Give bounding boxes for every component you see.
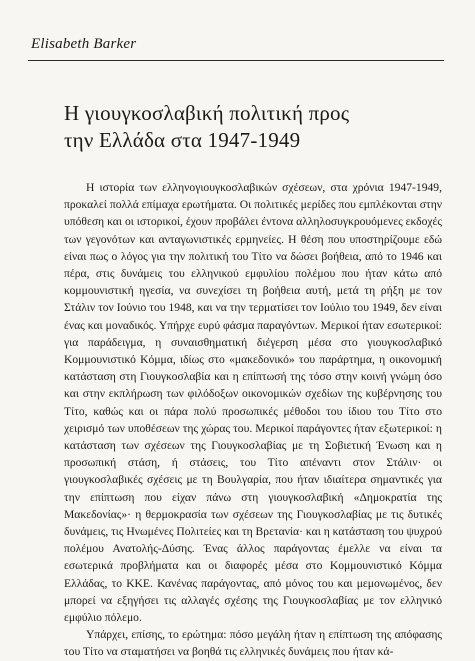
title-line-1: Η γιουγκοσλαβική πολιτική προς <box>64 101 350 125</box>
header-rule <box>28 60 444 61</box>
article-body <box>64 179 442 661</box>
title-line-2: την Ελλάδα στα 1947-1949 <box>64 128 301 152</box>
article-title <box>64 100 424 154</box>
author-name: Elisabeth Barker <box>31 36 137 52</box>
body-paragraph: Η ιστορία των ελληνογιουγκοσλαβικών σχέσεων, στα χρόνια 1947-1949, προκαλεί πολλά επίμαχα ερωτήματα. Οι πολιτικές μερίδες που εμπλέκονται στην υπόθεση και οι ιστορικοί, έχουν προβάλει έντονα αλληλοσυγκρουόμενες εκδοχές των γεγονότων και ανταγωνιστικές ερμηνείες. Η θέση που υποστηρίζουμε εδώ είναι πως ο λόγος για την πολιτική του Τίτο να δώσει βοήθεια, από το 1946 και πέρα, στις δυνάμεις του ελληνικού εμφυλίου πολέμου που ήταν κάτω από κομμουνιστική ηγεσία, να συνεχίσει τη βοήθεια αυτή, μετά τη ρήξη με τον Στάλιν τον Ιούνιο του 1948, και να την τερματίσει τον Ιούλιο του 1949, δεν είναι ένας και μοναδικός. Υπήρχε ευρύ φάσμα παραγόντων. Μερικοί ήταν εσωτερικοί: για παράδειγμα, η συναισθηματική διέγερση μέσα στο γιουγκοσλαβικό Κομμουνιστικό Κόμμα, ιδίως στο «μακεδονικό» του παράρτημα, η οικονομική κατάσταση στη Γιουγκοσλαβία και η επίπτωσή της τόσο στην κοινή γνώμη όσο και στην εκπλήρωση των φιλόδοξων οικονομικών σχεδίων της κυβέρνησης του Τίτο, καθώς και οι πάρα πολύ προσωπικές μέθοδοι του ίδιου του Τίτο στο χειρισμό των υποθέσεων της χώρας του. Μερικοί παράγοντες ήταν εξωτερικοί: η κατάσταση των σχέσεων της Γιουγκοσλαβίας με τη Σοβιετική Ένωση και η προσωπική στάση, ή στάσεις, του Τίτο απέναντι στον Στάλιν· οι γιουγκοσλαβικές σχέσεις με τη Βουλγαρία, που ήταν ιδιαίτερα σημαντικές για την επίπτωση που είχαν πάνω στη γιουγκοσλαβική «Δημοκρατία της Μακεδονίας»· η θερμοκρασία των σχέσεων της Γιουγκοσλαβίας με τις δυτικές δυνάμεις, τις Ηνωμένες Πολιτείες και τη Βρετανία· και η κατάσταση του ψυχρού πολέμου Ανατολής-Δύσης. Ένας άλλος παράγοντας έμελλε να είναι τα εσωτερικά προβλήματα και οι διαφορές μέσα στο Κομμουνιστικό Κόμμα Ελλάδας, το ΚΚΕ. Κανένας παράγοντας, από μόνος του και μεμονωμένος, δεν μπορεί να εξηγήσει τις αλλαγές σχέσης της Γιουγκοσλαβίας με τον ελληνικό εμφύλιο πόλεμο. <box>64 181 442 625</box>
body-paragraph: Υπάρχει, επίσης, το ερώτημα: πόσο μεγάλη ήταν η επίπτωση της απόφασης του Τίτο να σταματήσει να βοηθά τις ελληνικές δυνάμεις που ήταν κά- <box>64 628 442 659</box>
